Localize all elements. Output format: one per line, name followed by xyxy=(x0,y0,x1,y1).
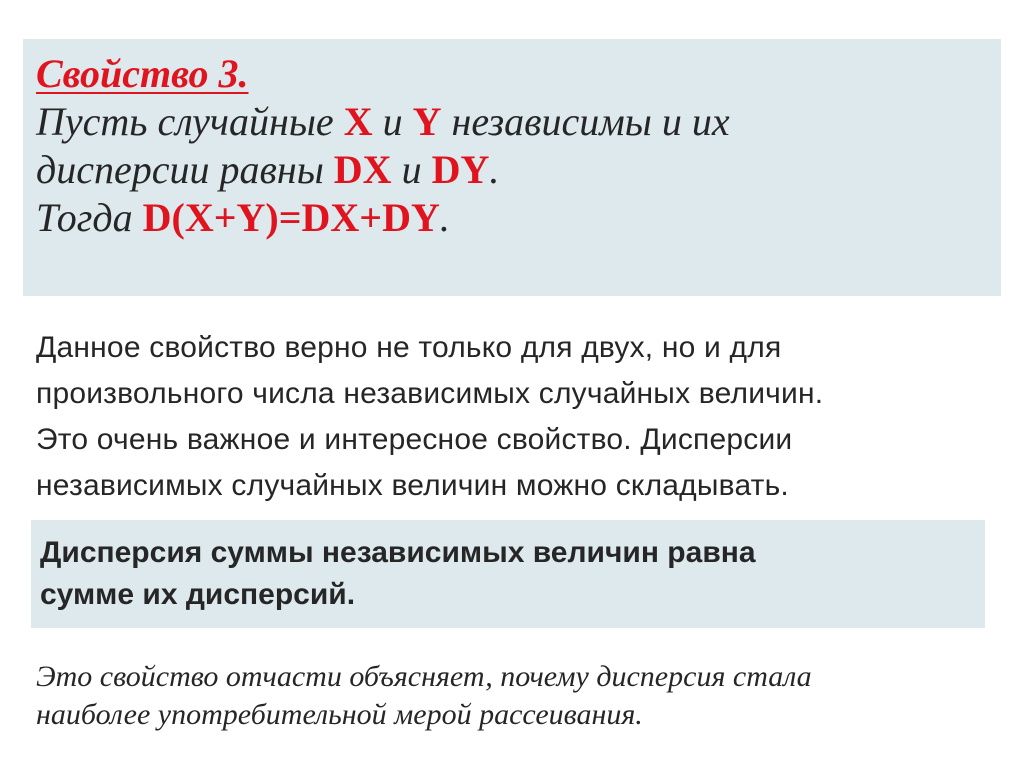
property-text: и xyxy=(391,147,432,192)
property-text: . xyxy=(439,195,450,240)
property-line-3 xyxy=(36,194,986,242)
property-line-1 xyxy=(36,98,986,146)
paragraph-line: Это очень важное и интересное свойство. Дисперсии xyxy=(36,423,793,456)
highlight-statement xyxy=(40,532,970,616)
explanation-paragraph xyxy=(36,325,996,509)
variance-formula: D(X+Y)=DX+DY xyxy=(142,195,440,240)
property-text: . xyxy=(489,147,500,192)
highlight-line: сумме их дисперсий. xyxy=(40,578,356,611)
highlight-line: Дисперсия суммы независимых величин равна xyxy=(40,536,756,569)
variance-dx: DX xyxy=(333,147,392,192)
property-text: Тогда xyxy=(36,195,143,240)
variance-dy: DY xyxy=(431,147,490,192)
property-title: Свойство 3. xyxy=(36,51,249,96)
property-statement xyxy=(36,50,986,242)
footnote xyxy=(36,658,996,734)
property-line-2 xyxy=(36,146,986,194)
property-text: независимы и их xyxy=(441,99,730,144)
paragraph-line: произвольного числа независимых случайных величин. xyxy=(36,377,824,410)
footnote-line: наиболее употребительной мерой рассеивания. xyxy=(36,698,643,731)
paragraph-line: независимых случайных величин можно складывать. xyxy=(36,469,789,502)
property-text: и xyxy=(372,99,413,144)
property-text: Пусть случайные xyxy=(36,99,344,144)
property-text: дисперсии равны xyxy=(36,147,334,192)
footnote-line: Это свойство отчасти объясняет, почему дисперсия стала xyxy=(36,660,812,693)
variable-x: X xyxy=(343,99,373,144)
variable-y: Y xyxy=(412,99,442,144)
property-title-line xyxy=(36,50,986,98)
paragraph-line: Данное свойство верно не только для двух, но и для xyxy=(36,331,782,364)
